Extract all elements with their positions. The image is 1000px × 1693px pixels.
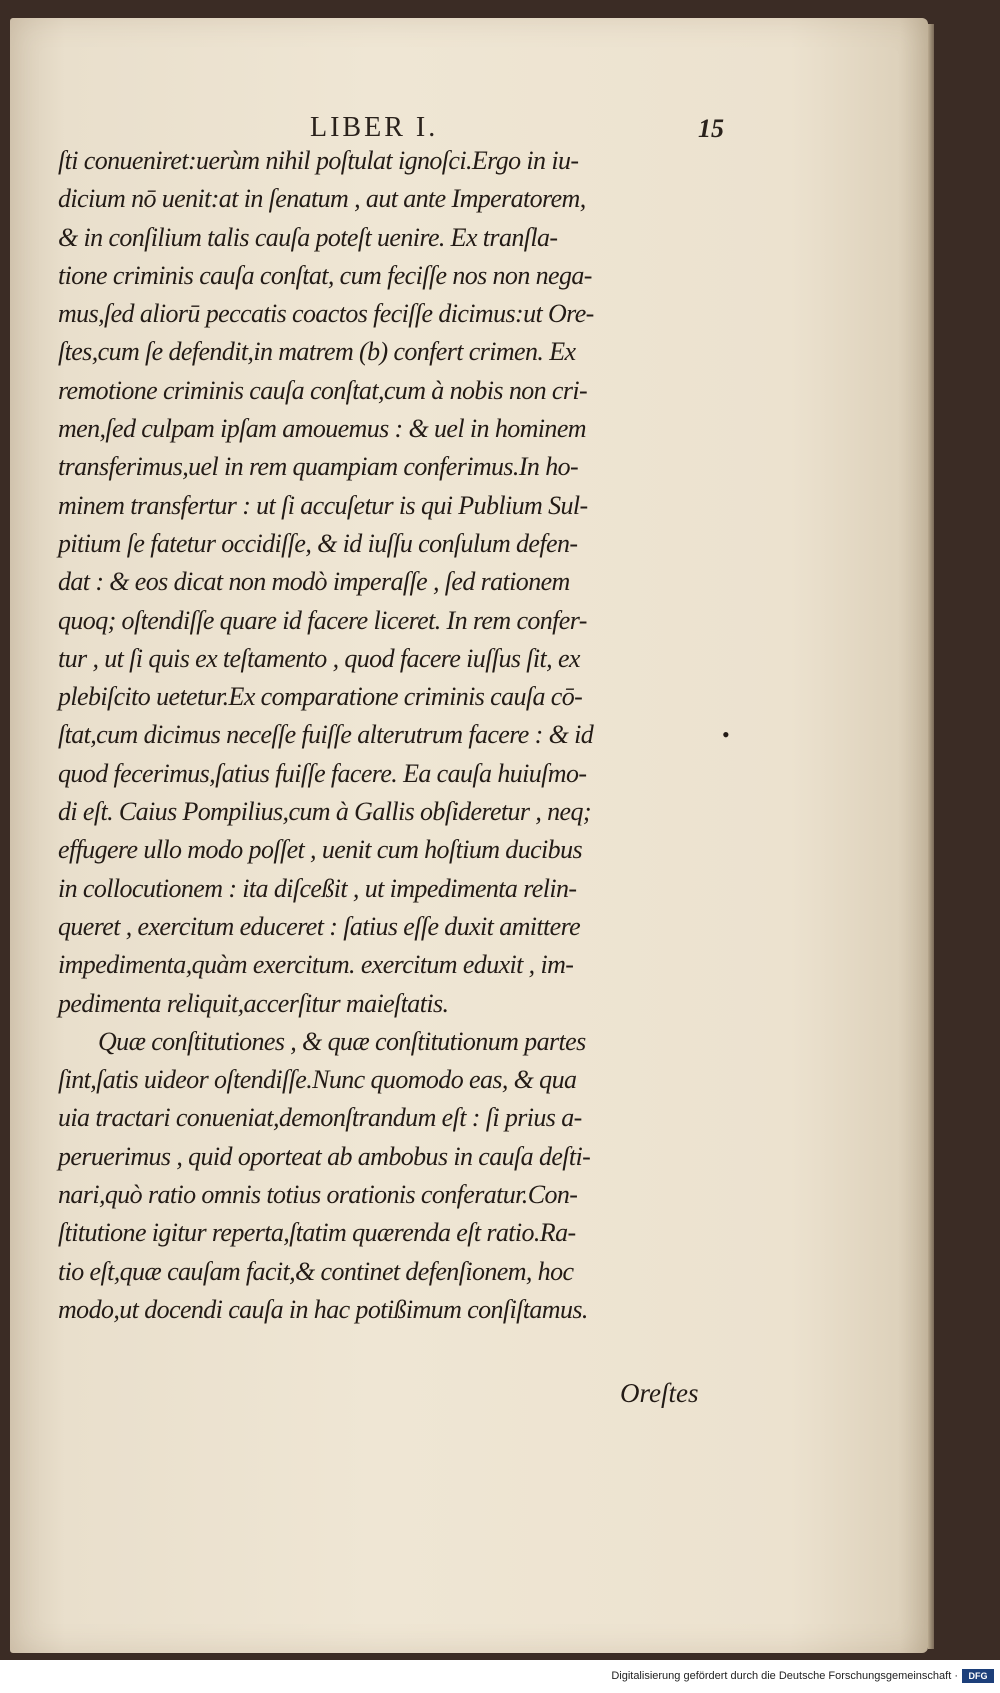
funding-credit: Digitalisierung gefördert durch die Deutsche Forschungsgemeinschaft ·	[611, 1670, 958, 1682]
text-line: peruerimus , quid oporteat ab ambobus in cauſa deſti-	[58, 1141, 591, 1171]
page-edge	[928, 24, 934, 1649]
text-line: ſint,ſatis uideor oſtendiſſe.Nunc quomodo eas, & qua	[58, 1065, 577, 1095]
text-line: ſtitutione igitur reperta,ſtatim quærenda eſt ratio.Ra-	[58, 1218, 576, 1248]
text-line: ſti conueniret:uerùm nihil poſtulat ignoſci.Ergo in iu-	[58, 146, 579, 175]
text-line: quod fecerimus,ſatius fuiſſe facere. Ea cauſa huiuſmo-	[58, 758, 587, 788]
text-line: tione criminis cauſa conſtat, cum feciſſe nos non nega-	[58, 260, 592, 290]
catchword: Oreſtes	[620, 1378, 699, 1408]
margin-mark: •	[722, 722, 730, 747]
footer-bar	[0, 1660, 1000, 1693]
text-line: pitium ſe fatetur occidiſſe, & id iuſſu conſulum defen-	[58, 528, 578, 558]
main-text	[58, 142, 722, 1329]
text-line: mus,ſed aliorū peccatis coactos feciſſe dicimus:ut Ore-	[58, 299, 594, 329]
paragraph-2	[58, 1023, 722, 1329]
text-line: queret , exercitum educeret : ſatius eſſe duxit amittere	[58, 911, 581, 941]
text-line: minem transfertur : ut ſi accuſetur is qui Publium Sul-	[58, 490, 588, 520]
text-line: modo,ut docendi cauſa in hac potißimum conſiſtamus.	[58, 1294, 588, 1324]
text-line: pedimenta reliquit,accerſitur maieſtatis.	[58, 988, 449, 1018]
text-line: ſtat,cum dicimus neceſſe fuiſſe alterutrum facere : & id	[58, 720, 594, 750]
text-line: tur , ut ſi quis ex teſtamento , quod facere iuſſus ſit, ex	[58, 643, 580, 673]
text-line: plebiſcito uetetur.Ex comparatione criminis cauſa cō-	[58, 682, 583, 712]
text-line: di eſt. Caius Pompilius,cum à Gallis obſideretur , neq;	[58, 797, 591, 827]
text-line: quoq; oſtendiſſe quare id facere liceret. In rem confer-	[58, 605, 587, 635]
text-line: & in conſilium talis cauſa poteſt uenire. Ex tranſla-	[58, 222, 558, 252]
text-line: tio eſt,quæ cauſam facit,& continet defenſionem, hoc	[58, 1256, 574, 1286]
text-line: ſtes,cum ſe defendit,in matrem (b) confert crimen. Ex	[58, 337, 576, 367]
text-line: uia tractari conueniat,demonſtrandum eſt : ſi prius a-	[58, 1103, 582, 1133]
text-line: nari,quò ratio omnis totius orationis conferatur.Con-	[58, 1180, 578, 1210]
text-line: Quæ conſtitutiones , & quæ conſtitutionum partes	[98, 1026, 586, 1056]
text-line: effugere ullo modo poſſet , uenit cum hoſtium ducibus	[58, 835, 582, 865]
text-line: in collocutionem : ita diſceßit , ut impedimenta relin-	[58, 873, 577, 903]
running-title: LIBER I.	[310, 112, 439, 143]
page-number: 15	[698, 114, 724, 143]
paragraph-1	[58, 142, 722, 1023]
text-line: dicium nō uenit:at in ſenatum , aut ante Imperatorem,	[58, 184, 586, 214]
text-line: transferimus,uel in rem quampiam conferimus.In ho-	[58, 452, 579, 482]
dfg-logo-icon: DFG	[962, 1669, 994, 1683]
text-line: impedimenta,quàm exercitum. exercitum eduxit , im-	[58, 950, 574, 980]
text-line: men,ſed culpam ipſam amouemus : & uel in hominem	[58, 414, 586, 444]
text-line: remotione criminis cauſa conſtat,cum à nobis non cri-	[58, 375, 588, 405]
text-line: dat : & eos dicat non modò imperaſſe , ſed rationem	[58, 567, 570, 597]
